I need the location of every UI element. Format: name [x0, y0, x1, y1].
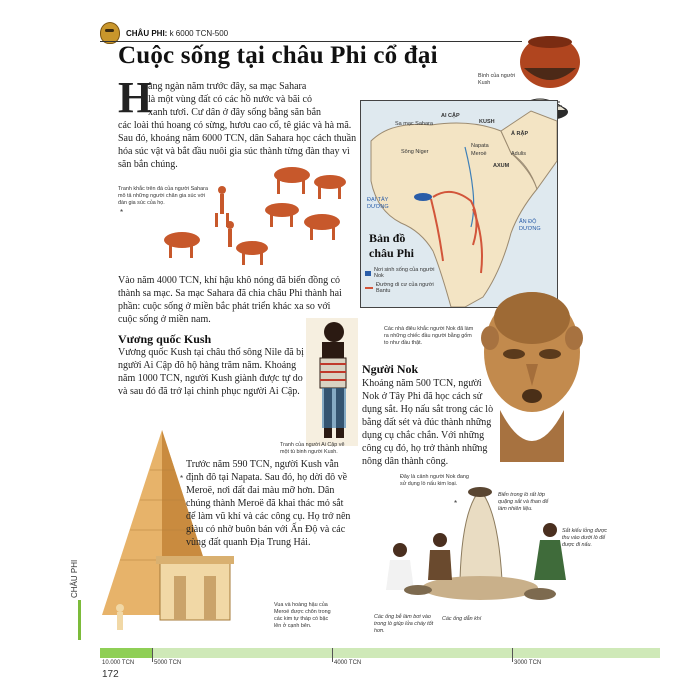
africa-map	[360, 100, 558, 308]
legend-item-nok	[365, 267, 446, 279]
timeline-tick-5000	[152, 648, 153, 662]
furnace-callout-1: Biển trong lò rất lớp quặng sắt và than để làm nhiên liệu.	[498, 492, 549, 512]
furnace-callout-3: Các ống bễ làm bơi vào trong lò giúp lửa cháy tốt hơn.	[374, 614, 434, 634]
map-label-indian-2: DƯƠNG	[519, 226, 541, 232]
map-label-indian-1: ẤN ĐỘ	[519, 219, 537, 225]
map-label-adulis: Adulis	[511, 151, 526, 157]
timeline-label-10000: 10.000 TCN	[102, 660, 135, 666]
legend-swatch-nok	[365, 271, 371, 276]
intro-line1: àng ngàn năm trước đây, sa mạc Sahara	[148, 81, 307, 92]
timeline-segment-early	[100, 648, 152, 658]
map-label-napata: Napata	[471, 143, 489, 149]
timeline-label-5000: 5000 TCN	[154, 660, 182, 666]
map-legend	[365, 267, 446, 294]
timeline-label-4000: 4000 TCN	[334, 660, 362, 666]
nok-sculpture-caption: Các nhà điêu khắc người Nok đã làm ra những chiếc đầu người bằng gốm to như đầu thật.	[384, 326, 474, 346]
rock-art-caption: Tranh khắc trên đá của người Sahara mô tả những người chăn gia súc với đàn gia súc của họ.	[118, 186, 208, 206]
furnace-caption: Đây là cảnh người Nok đang sử dụng lò nấu kim loại.	[400, 474, 469, 487]
map-label-axum: AXUM	[493, 163, 510, 169]
legend-label-nok: Nơi sinh sống của người Nok	[374, 267, 435, 279]
rock-art-illustration	[122, 150, 354, 272]
nok-paragraph: Khoảng năm 500 TCN, người Nok ở Tây Phi đã học cách sử dụng sắt. Họ nấu sắt trong các lò bằng đất sét và đúc thành những dụng cụ chắc chắn. Với những công cụ đó, họ trở thành những nông dân thành công.	[362, 378, 494, 467]
legend-label-bantu: Đường di cư của người Bantu	[376, 282, 434, 294]
meroe-paragraph: Trước năm 590 TCN, người Kush vẫn định đô tại Napata. Sau đó, họ dời đô về Meroë, nơi đất đai màu mỡ hơn. Dân chúng thành Meroë đã khai thác mỏ sắt để làm vũ khí và các công cụ. Họ trở nên giàu có nhờ buôn bán với Ấn Độ và các vùng đất quanh Địa Trung Hải.	[186, 459, 351, 548]
bowl-caption: Bình của người Kush	[478, 73, 516, 86]
pyramid-caption: Vua và hoàng hậu của Meroë được chôn trong các kim tự tháp có bậc lên ở cạnh bên.	[274, 602, 331, 629]
map-label-atlantic-1: ĐẠI TÂY	[367, 197, 389, 203]
sidebar-label: CHÂU PHI	[70, 559, 79, 598]
kush-captive-painting	[306, 318, 358, 446]
intro-line3: xanh tươi. Cư dân ở đây sống bằng săn bắn	[148, 107, 322, 118]
kush-figure-caption: Tranh của người Ai Cập vẽ một tù binh người Kush.	[280, 442, 345, 455]
map-label-atlantic-2: DƯƠNG	[367, 204, 389, 210]
map-title-line1: Bản đồ	[369, 231, 406, 245]
intro-rest: các loài thú hoang có sừng, hươu cao cổ, tê giác và hà mã. Sau đó, khoảng năm 6000 TCN, dân Sahara học cách thuần hóa súc vật và bắt đầu nuôi gia súc thành từng đàn thay vì săn bắn chúng.	[118, 120, 357, 170]
header-section: CHÂU PHI: k 6000 TCN-500	[126, 28, 229, 38]
drop-cap: H	[118, 73, 153, 122]
nok-heading: Người Nok	[362, 362, 419, 376]
timeline-tick-4000	[332, 648, 333, 662]
map-title-line2: châu Phi	[369, 246, 415, 260]
timeline-label-3000: 3000 TCN	[514, 660, 542, 666]
map-label-niger: Sông Niger	[401, 149, 429, 155]
furnace-callout-2: Sắt kiểu lỏng được thu vào dưới lò để được đi nấu.	[562, 528, 608, 548]
map-label-egypt: AI CẬP	[441, 113, 460, 119]
kush-heading: Vương quốc Kush	[118, 332, 212, 346]
star-marker-icon-2: *	[180, 474, 184, 483]
section-sidebar	[78, 600, 101, 640]
intro-line2: là một vùng đất có các hồ nước và bãi cỏ	[148, 94, 312, 105]
map-label-kush: KUSH	[479, 119, 495, 125]
star-marker-icon-3: *	[454, 499, 458, 508]
page-title: Cuộc sống tại châu Phi cổ đại	[118, 42, 438, 69]
kush-paragraph: Vương quốc Kush tại châu thổ sông Nile đã bị người Ai Cập đô hộ hàng trăm năm. Khoảng năm 1000 TCN, người Kush giành được tự do và sau đó đã trở lại chinh phục người Ai Cập.	[118, 347, 304, 397]
star-marker-icon: *	[120, 208, 124, 217]
map-label-arabia: Ả RẬP	[511, 131, 529, 137]
climate-paragraph: Vào năm 4000 TCN, khí hậu khô nóng đã biến đồng cỏ thành sa mạc. Sa mạc Sahara đã chia châu Phi thành hai phần: cuộc sống ở miền bắc phát triển khác xa so với cuộc sống ở miền nam.	[118, 275, 342, 325]
legend-swatch-bantu	[365, 287, 373, 289]
legend-item-bantu	[365, 282, 446, 294]
map-label-sahara: Sa mạc Sahara	[395, 121, 433, 127]
timeline-segment-main	[152, 648, 660, 658]
page-number: 172	[102, 669, 119, 680]
timeline-tick-3000	[512, 648, 513, 662]
furnace-callout-4: Các ống dẫn khí	[442, 616, 482, 622]
map-label-meroe: Meroë	[471, 151, 487, 157]
